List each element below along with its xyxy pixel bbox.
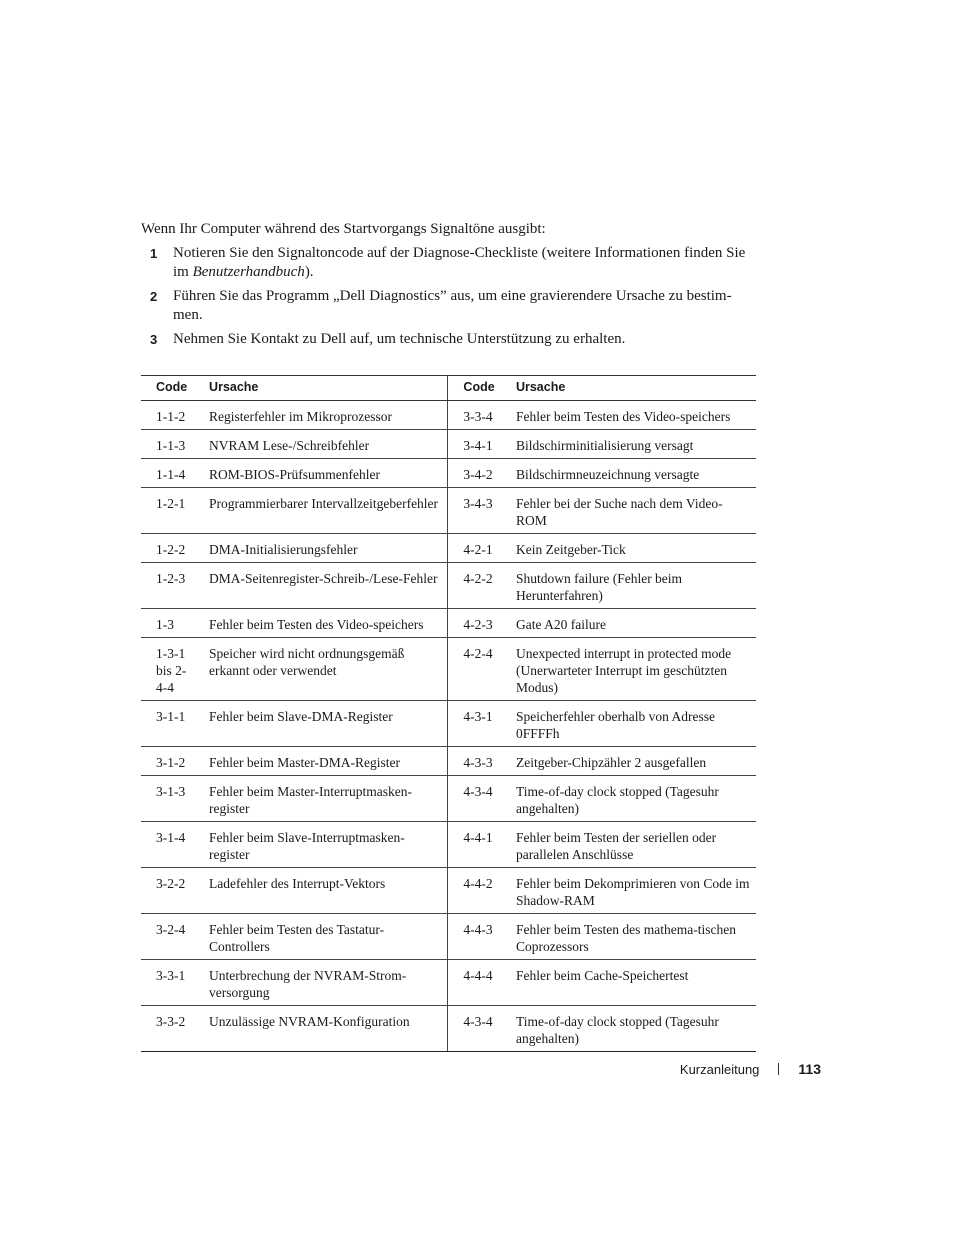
table-row — [141, 609, 756, 638]
code-cell: 1-2-2 — [141, 534, 201, 563]
code-cell: 1-1-2 — [141, 401, 201, 430]
code-cell: 4-3-3 — [448, 747, 508, 776]
table-row — [141, 868, 756, 914]
code-cell: 3-1-1 — [141, 701, 201, 747]
code-cell: 4-2-3 — [448, 609, 508, 638]
code-cell: 3-4-2 — [448, 459, 508, 488]
cause-cell: Ladefehler des Interrupt-Vektors — [201, 868, 448, 914]
table-row — [141, 914, 756, 960]
cause-cell: Fehler beim Testen des Video-speichers — [508, 401, 756, 430]
cause-cell: Bildschirminitialisierung versagt — [508, 430, 756, 459]
table-row — [141, 534, 756, 563]
code-cell: 3-4-3 — [448, 488, 508, 534]
cause-cell: Registerfehler im Mikroprozessor — [201, 401, 448, 430]
code-cell: 3-1-4 — [141, 822, 201, 868]
step-number: 2 — [150, 289, 158, 304]
table-row — [141, 488, 756, 534]
code-cell: 3-3-4 — [448, 401, 508, 430]
table-row — [141, 1006, 756, 1052]
cause-cell: Speicher wird nicht ordnungsgemäß erkannt oder verwendet — [201, 638, 448, 701]
code-cell: 1-2-1 — [141, 488, 201, 534]
header-cause: Ursache — [201, 376, 448, 401]
cause-cell: Shutdown failure (Fehler beim Herunterfahren) — [508, 563, 756, 609]
intro-text: Wenn Ihr Computer während des Startvorgangs Signaltöne ausgibt: — [141, 221, 546, 237]
cause-cell: NVRAM Lese-/Schreibfehler — [201, 430, 448, 459]
code-cell: 1-1-4 — [141, 459, 201, 488]
table-body — [141, 401, 756, 1052]
table-row — [141, 401, 756, 430]
code-cell: 4-3-4 — [448, 1006, 508, 1052]
cause-cell: Fehler beim Cache-Speichertest — [508, 960, 756, 1006]
cause-cell: DMA-Seitenregister-Schreib-/Lese-Fehler — [201, 563, 448, 609]
cause-cell: Fehler beim Testen der seriellen oder parallelen Anschlüsse — [508, 822, 756, 868]
step-list — [141, 244, 761, 354]
footer-separator — [778, 1063, 779, 1075]
table-row — [141, 822, 756, 868]
page-number: 113 — [798, 1061, 821, 1077]
header-code: Code — [448, 376, 508, 401]
manual-title: Benutzerhandbuch — [192, 264, 305, 280]
cause-cell: Fehler bei der Suche nach dem Video-ROM — [508, 488, 756, 534]
cause-cell: Fehler beim Slave-Interruptmasken-register — [201, 822, 448, 868]
step-number: 1 — [150, 246, 158, 261]
code-cell: 4-2-4 — [448, 638, 508, 701]
step-text: Führen Sie das Programm „Dell Diagnostics” aus, um eine gravierendere Ursache zu bestim-men. — [173, 288, 732, 323]
table-row — [141, 563, 756, 609]
cause-cell: Unterbrechung der NVRAM-Strom-versorgung — [201, 960, 448, 1006]
code-cell: 1-2-3 — [141, 563, 201, 609]
header-cause: Ursache — [508, 376, 756, 401]
code-cell: 3-2-2 — [141, 868, 201, 914]
step-number: 3 — [150, 332, 158, 347]
cause-cell: Fehler beim Testen des mathema-tischen Coprozessors — [508, 914, 756, 960]
cause-cell: DMA-Initialisierungsfehler — [201, 534, 448, 563]
cause-cell: Time-of-day clock stopped (Tagesuhr angehalten) — [508, 776, 756, 822]
table-row — [141, 430, 756, 459]
table-row — [141, 776, 756, 822]
cause-cell: Unzulässige NVRAM-Konfiguration — [201, 1006, 448, 1052]
footer-section-title: Kurzanleitung — [679, 1061, 760, 1077]
table-row — [141, 747, 756, 776]
cause-cell: ROM-BIOS-Prüfsummenfehler — [201, 459, 448, 488]
table-row — [141, 459, 756, 488]
code-cell: 4-2-2 — [448, 563, 508, 609]
page-footer — [680, 1061, 821, 1077]
header-code: Code — [141, 376, 201, 401]
code-cell: 4-3-4 — [448, 776, 508, 822]
cause-cell: Fehler beim Slave-DMA-Register — [201, 701, 448, 747]
table-row — [141, 638, 756, 701]
cause-cell: Time-of-day clock stopped (Tagesuhr angehalten) — [508, 1006, 756, 1052]
step-item — [141, 287, 761, 325]
table-row — [141, 960, 756, 1006]
cause-cell: Fehler beim Master-Interruptmasken-register — [201, 776, 448, 822]
code-cell: 4-2-1 — [448, 534, 508, 563]
cause-cell: Fehler beim Testen des Video-speichers — [201, 609, 448, 638]
cause-cell: Unexpected interrupt in protected mode (Unerwarteter Interrupt im geschützten Modus) — [508, 638, 756, 701]
step-text: Nehmen Sie Kontakt zu Dell auf, um technische Unterstützung zu erhalten. — [173, 331, 626, 347]
code-cell: 3-1-2 — [141, 747, 201, 776]
cause-cell: Fehler beim Testen des Tastatur-Controllers — [201, 914, 448, 960]
code-cell: 1-1-3 — [141, 430, 201, 459]
code-cell: 4-4-4 — [448, 960, 508, 1006]
cause-cell: Fehler beim Dekomprimieren von Code im Shadow-RAM — [508, 868, 756, 914]
beep-code-table — [141, 375, 756, 1052]
code-cell: 4-4-3 — [448, 914, 508, 960]
table-header-row — [141, 376, 756, 401]
code-cell: 1-3 — [141, 609, 201, 638]
code-cell: 1-3-1 bis 2-4-4 — [141, 638, 201, 701]
code-cell: 3-3-1 — [141, 960, 201, 1006]
cause-cell: Bildschirmneuzeichnung versagte — [508, 459, 756, 488]
code-cell: 3-3-2 — [141, 1006, 201, 1052]
step-item — [141, 330, 761, 349]
cause-cell: Kein Zeitgeber-Tick — [508, 534, 756, 563]
step-item — [141, 244, 761, 282]
code-cell: 4-3-1 — [448, 701, 508, 747]
code-cell: 3-2-4 — [141, 914, 201, 960]
cause-cell: Gate A20 failure — [508, 609, 756, 638]
cause-cell: Programmierbarer Intervallzeitgeberfehler — [201, 488, 448, 534]
cause-cell: Fehler beim Master-DMA-Register — [201, 747, 448, 776]
cause-cell: Zeitgeber-Chipzähler 2 ausgefallen — [508, 747, 756, 776]
cause-cell: Speicherfehler oberhalb von Adresse 0FFFFh — [508, 701, 756, 747]
code-cell: 3-1-3 — [141, 776, 201, 822]
step-text: Notieren Sie den Signaltoncode auf der Diagnose-Checkliste (weitere Informationen finden Sie im Benutzerhandbuch). — [173, 245, 746, 280]
table-row — [141, 701, 756, 747]
code-cell: 3-4-1 — [448, 430, 508, 459]
code-cell: 4-4-2 — [448, 868, 508, 914]
code-cell: 4-4-1 — [448, 822, 508, 868]
